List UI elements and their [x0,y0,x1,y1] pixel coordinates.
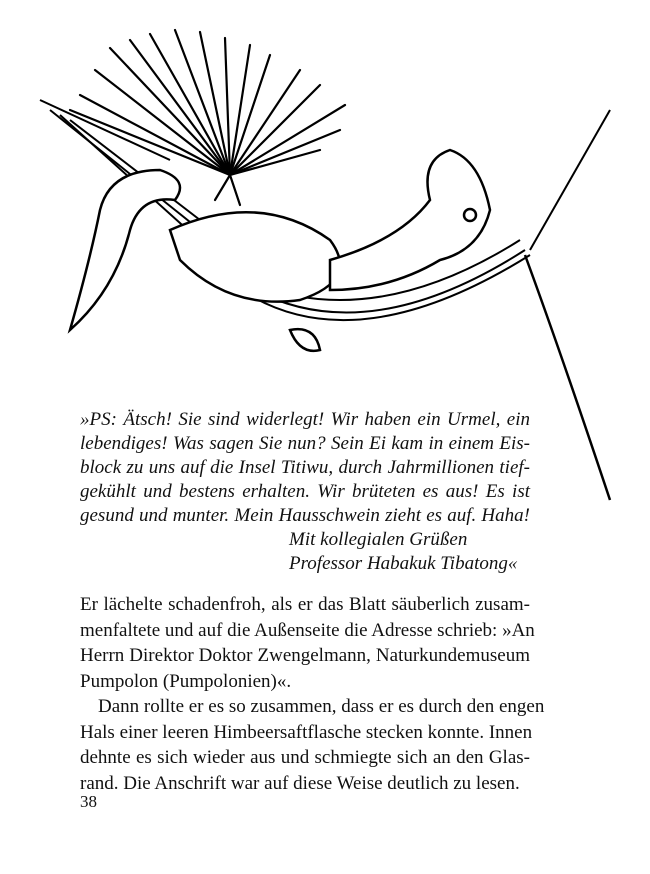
letter-postscript [80,408,530,576]
body-line: rand. Die Anschrift war auf diese Weise deutlich zu lesen. [80,772,520,794]
palm-fronds [70,30,345,205]
body-line: Herrn Direktor Doktor Zwengelmann, Naturkundemuseum [80,645,530,666]
letter-line: lebendiges! Was sagen Sie nun? Sein Ei kam in einem Eis- [80,433,530,454]
body-line: dehnte es sich wieder aus und schmiegte sich an den Glas- [80,747,530,768]
letter-closing: Mit kollegialen Grüßen [289,529,468,550]
letter-line: »PS: Ätsch! Sie sind widerlegt! Wir haben ein Urmel, ein [80,409,530,430]
body-line: Er lächelte schadenfroh, als er das Blatt säuberlich zusam- [80,594,530,615]
body-line: Dann rollte er es so zusammen, dass er es durch den engen [98,696,545,717]
body-line: Hals einer leeren Himbeersaftflasche stecken konnte. Innen [80,721,533,743]
letter-line: block zu uns auf die Insel Titiwu, durch Jahrmillionen tief- [80,457,530,478]
body-text [80,592,545,796]
letter-line: gekühlt und bestens erhalten. Wir brüteten es aus! Es ist [80,481,530,502]
body-line: menfaltete und auf die Außenseite die Adresse schrieb: »An [80,619,535,641]
page-number: 38 [80,792,97,811]
letter-signature: Professor Habakuk Tibatong« [289,553,518,574]
urmel-creature [70,150,490,351]
body-line: Pumpolon (Pumpolonien)«. [80,670,292,692]
letter-line: gesund und munter. Mein Hausschwein zieht es auf. Haha! [80,505,530,526]
